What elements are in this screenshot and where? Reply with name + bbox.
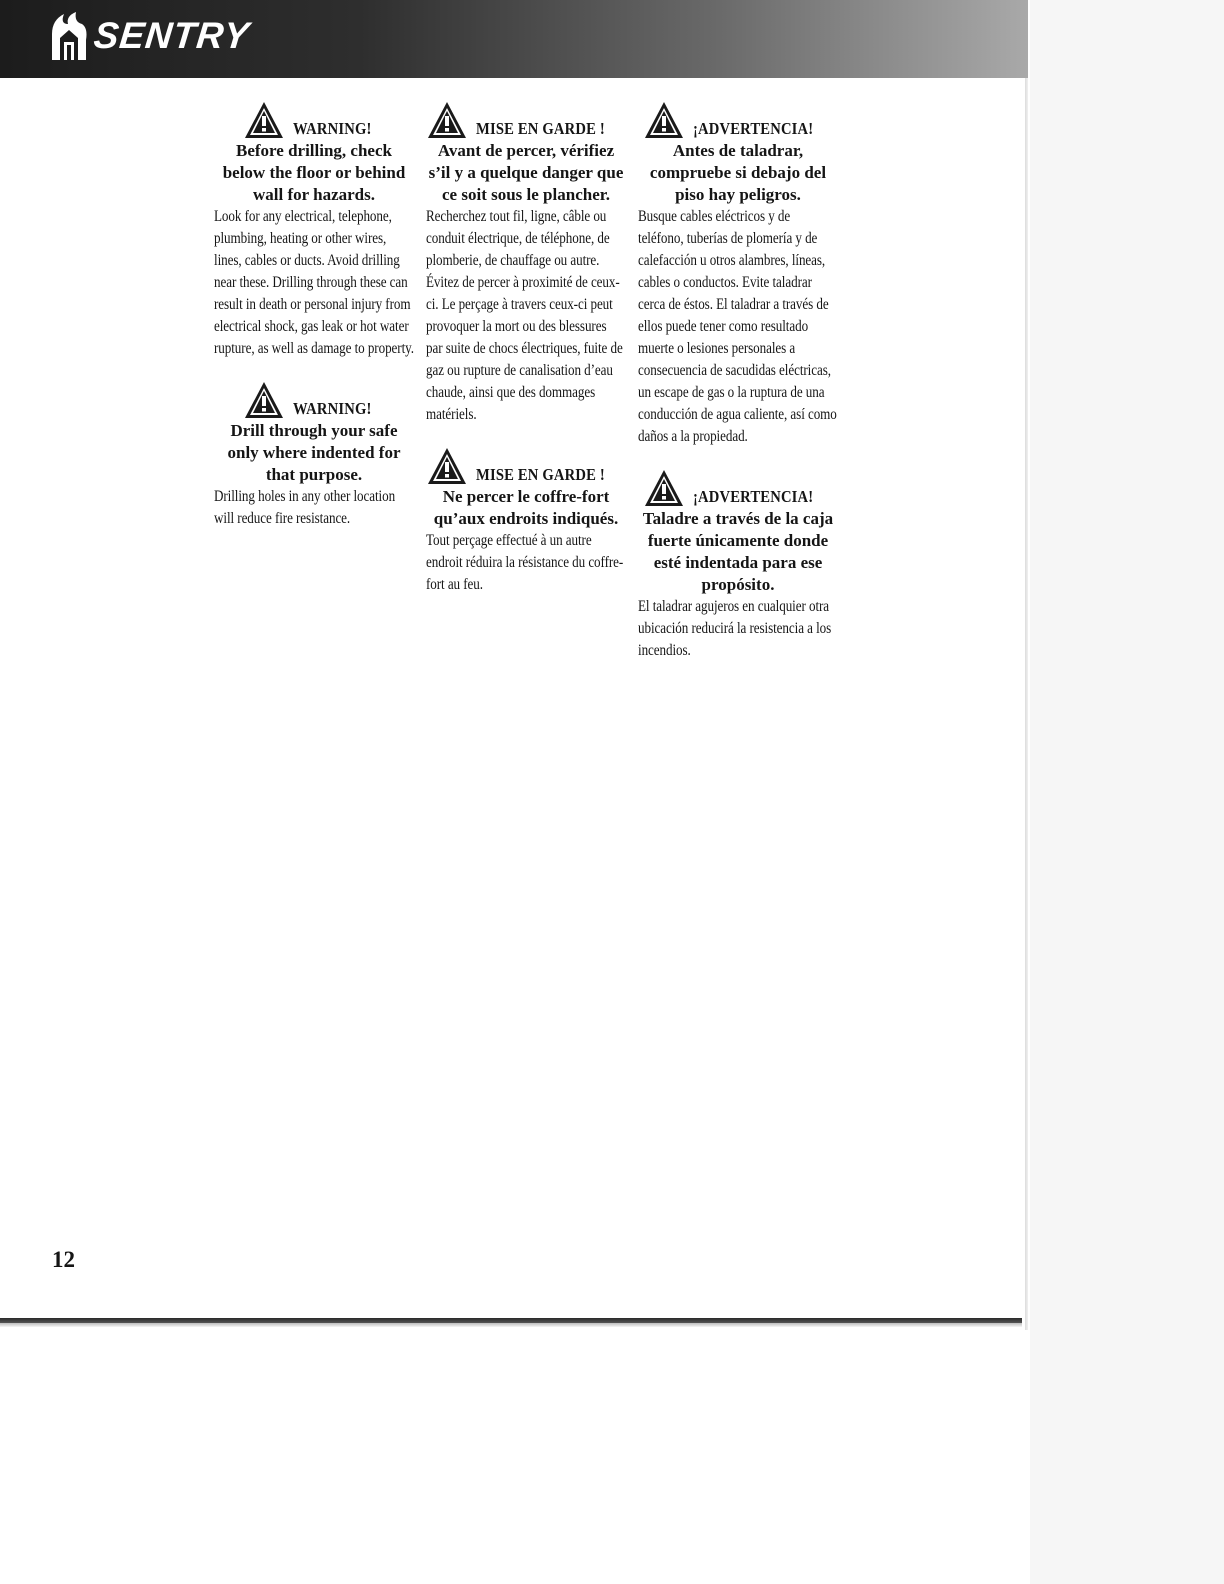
page-edge — [1025, 0, 1028, 1330]
warning-header — [638, 92, 838, 140]
column-spanish — [638, 92, 838, 674]
warning-body: Look for any electrical, telephone, plumbing, heating or other wires, lines, cables or ducts. Avoid drilling near these. Drilling through these can result in death or personal injury from electrical shock, gas leak or hot water rupture, as well as damage to property. — [214, 208, 414, 357]
warning-triangle-icon — [243, 100, 285, 140]
warning-block — [214, 372, 414, 530]
column-french — [426, 92, 626, 608]
brand-name: SENTRY — [91, 15, 252, 56]
warning-triangle-icon — [426, 446, 468, 486]
warning-header — [638, 460, 838, 508]
page-number: 12 — [52, 1247, 75, 1272]
warning-block — [426, 92, 626, 426]
brand-logo — [46, 6, 252, 66]
warning-triangle-icon — [643, 100, 685, 140]
warning-triangle-icon — [243, 380, 285, 420]
warning-body: Tout perçage effectué à un autre endroit réduira la résistance du coffre-fort au feu. — [426, 532, 624, 593]
warning-block — [214, 92, 414, 360]
warning-body: Recherchez tout fil, ligne, câble ou conduit électrique, de téléphone, de plomberie, de chauffage ou autre. Évitez de percer à proximité de ceux-ci. Le perçage à travers ceux-ci peut provoquer la mort ou des blessures par suite de chocs électriques, fuite de gaz ou rupture de canalisation d’eau chaude, ainsi que des dommages matériels. — [426, 208, 623, 423]
warning-heading: Drill through your safe only where indented for that purpose. — [227, 421, 401, 484]
warning-block — [426, 438, 626, 596]
warning-body: El taladrar agujeros en cualquier otra ubicación reducirá la resistencia a los incendios. — [638, 598, 832, 659]
warning-body: Busque cables eléctricos y de teléfono, tuberías de plomería y de calefacción u otros alambres, líneas, cables o conductos. Evite taladrar cerca de éstos. El taladrar a través de ellos puede tener como resultado muerte o lesiones personales a consecuencia de sacudidas eléctricas, un escape de gas o la ruptura de una conducción de agua caliente, así como daños a la propiedad. — [638, 208, 837, 445]
warning-triangle-icon — [426, 100, 468, 140]
warning-label: MISE EN GARDE ! — [476, 119, 605, 138]
warning-header — [214, 372, 414, 420]
warning-header — [426, 438, 626, 486]
warning-label: WARNING! — [293, 399, 372, 418]
warning-heading: Ne percer le coffre-fort qu’aux endroits indiqués. — [433, 487, 619, 528]
header-band — [0, 0, 1028, 78]
warning-label: ¡ADVERTENCIA! — [693, 119, 814, 138]
warning-heading: Before drilling, check below the floor or behind wall for hazards. — [222, 141, 406, 204]
warning-label: MISE EN GARDE ! — [476, 465, 605, 484]
warning-triangle-icon — [643, 468, 685, 508]
warning-heading: Avant de percer, vérifiez s’il y a quelque danger que ce soit sous le plancher. — [428, 141, 624, 204]
warning-header — [214, 92, 414, 140]
scan-margin — [1030, 0, 1224, 1584]
column-english — [214, 92, 414, 542]
warning-heading: Antes de taladrar, compruebe si debajo del piso hay peligros. — [649, 141, 827, 204]
warning-block — [638, 460, 838, 662]
warning-block — [638, 92, 838, 448]
warning-label: WARNING! — [293, 119, 372, 138]
flame-house-icon — [46, 10, 92, 62]
warning-body: Drilling holes in any other location will reduce fire resistance. — [214, 488, 396, 527]
bottom-shadow — [0, 1323, 1022, 1327]
warning-heading: Taladre a través de la caja fuerte únicamente donde esté indentada para ese propósito. — [642, 509, 834, 594]
warning-label: ¡ADVERTENCIA! — [693, 487, 814, 506]
warning-header — [426, 92, 626, 140]
